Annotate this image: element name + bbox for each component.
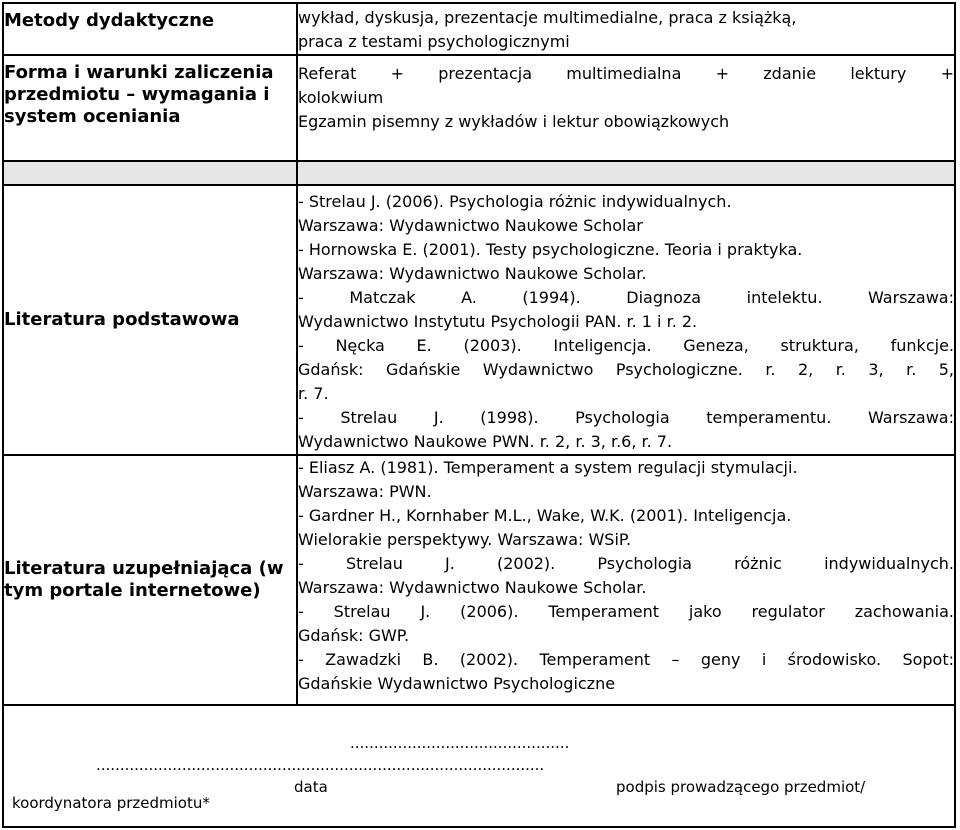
literature-entry: Warszawa: PWN. [298, 482, 432, 501]
methods-row [3, 3, 955, 55]
methods-line: wykład, dyskusja, prezentacje multimedialne, praca z książką, [298, 8, 797, 27]
separator-cell [297, 161, 955, 185]
literature-entry: - Strelau J. (2006). Psychologia różnic indywidualnych. [298, 192, 732, 211]
assessment-label: Forma i warunki zaliczenia przedmiotu – wymagania i system oceniania [3, 55, 297, 161]
basic-literature-row [3, 185, 955, 455]
methods-line: praca z testami psychologicznymi [298, 32, 570, 51]
signature-dots-lower: .............................................................................................. [96, 756, 545, 774]
signature-box [2, 692, 956, 828]
lecturer-signature-caption: podpis prowadzącego przedmiot/ [616, 778, 866, 796]
literature-entry: Warszawa: Wydawnictwo Naukowe Scholar. [298, 264, 647, 283]
signature-dots-upper: .............................................. [350, 734, 570, 752]
literature-entry: - Strelau J. (2006). Temperament jako regulator zachowania. [298, 602, 954, 621]
literature-entry: - Hornowska E. (2001). Testy psychologiczne. Teoria i praktyka. [298, 240, 803, 259]
supplementary-literature-label: Literatura uzupełniająca (w tym portale internetowe) [3, 455, 297, 705]
methods-label: Metody dydaktyczne [3, 3, 297, 55]
separator-cell [3, 161, 297, 185]
literature-entry: - Zawadzki B. (2002). Temperament – geny i środowisko. Sopot: [298, 650, 954, 669]
literature-entry: r. 7. [298, 384, 329, 403]
literature-entry: - Nęcka E. (2003). Inteligencja. Geneza, struktura, funkcje. [298, 336, 954, 355]
separator-row [3, 161, 955, 185]
basic-literature-content [297, 185, 955, 455]
literature-entry: - Eliasz A. (1981). Temperament a system regulacji stymulacji. [298, 458, 798, 477]
literature-entry: - Strelau J. (2002). Psychologia różnic indywidualnych. [298, 554, 954, 573]
literature-entry: Wydawnictwo Naukowe PWN. r. 2, r. 3, r.6, r. 7. [298, 432, 673, 451]
literature-entry: Gdańskie Wydawnictwo Psychologiczne [298, 674, 616, 693]
literature-entry: Gdańsk: Gdańskie Wydawnictwo Psychologiczne. r. 2, r. 3, r. 5, [298, 360, 954, 379]
assessment-row [3, 55, 955, 161]
literature-entry: Warszawa: Wydawnictwo Naukowe Scholar. [298, 578, 647, 597]
literature-entry: - Gardner H., Kornhaber M.L., Wake, W.K. (2001). Inteligencja. [298, 506, 792, 525]
assessment-line: Referat + prezentacja multimedialna + zdanie lektury + [298, 64, 954, 83]
syllabus-page [2, 2, 956, 828]
supplementary-literature-row [3, 455, 955, 705]
methods-content [297, 3, 955, 55]
literature-entry: Warszawa: Wydawnictwo Naukowe Scholar [298, 216, 643, 235]
date-caption: data [294, 778, 328, 796]
literature-entry: Wielorakie perspektywy. Warszawa: WSiP. [298, 530, 632, 549]
literature-entry: Gdańsk: GWP. [298, 626, 410, 645]
syllabus-table [2, 2, 956, 706]
coordinator-signature-caption: koordynatora przedmiotu* [12, 794, 210, 812]
literature-entry: - Strelau J. (1998). Psychologia temperamentu. Warszawa: [298, 408, 954, 427]
literature-entry: - Matczak A. (1994). Diagnoza intelektu. Warszawa: [298, 288, 954, 307]
assessment-content [297, 55, 955, 161]
assessment-line: kolokwium [298, 88, 384, 107]
basic-literature-label: Literatura podstawowa [3, 185, 297, 455]
literature-entry: Wydawnictwo Instytutu Psychologii PAN. r. 1 i r. 2. [298, 312, 698, 331]
assessment-line: Egzamin pisemny z wykładów i lektur obowiązkowych [298, 112, 730, 131]
supplementary-literature-content [297, 455, 955, 705]
